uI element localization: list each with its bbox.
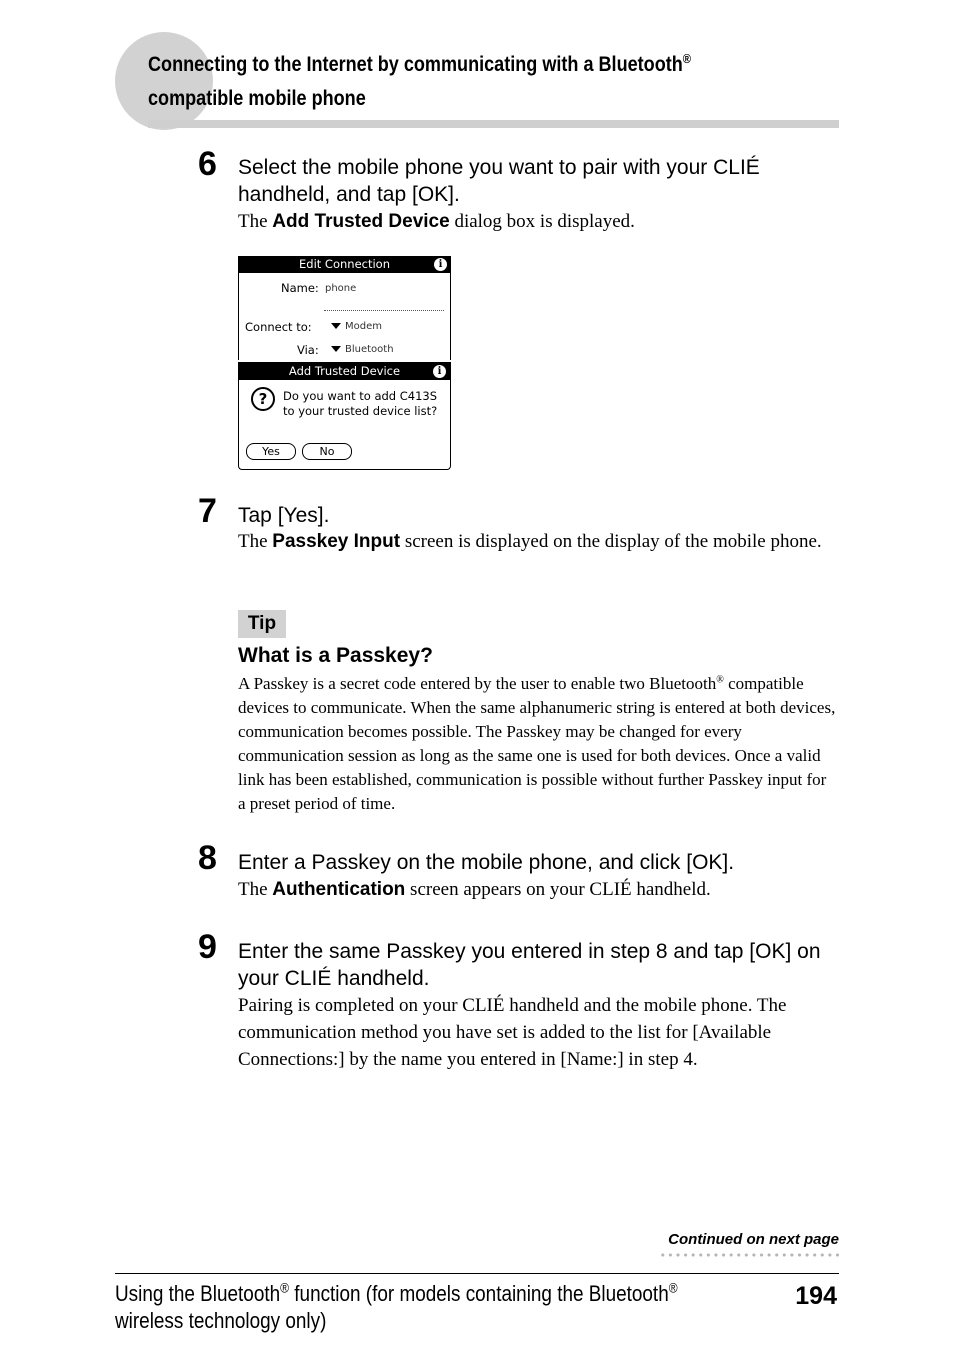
step-6-result [238,208,838,235]
add-trusted-device-title: Add Trusted Device [288,364,401,378]
step-7-instruction: Tap [Yes]. [238,504,330,527]
footer-section-title [115,1280,734,1334]
footer-text-part2: function (for models containing the Bluetooth [289,1281,669,1306]
yes-button[interactable]: Yes [246,443,296,460]
section-title-part2: compatible mobile phone [148,87,366,110]
step-8-instruction: Enter a Passkey on the mobile phone, and click [OK]. [238,851,735,874]
footer-rule [115,1273,839,1274]
dropdown-triangle-icon [331,346,341,352]
step-9-result: Pairing is completed on your CLIÉ handheld and the mobile phone. The communication method you have set is added to the list for [Available Connections:] by the name you entered in [Name:] in step 4. [238,995,787,1070]
continued-dotted-rule [659,1253,839,1257]
step-8-result-prefix: The [238,879,273,900]
tip-body [238,672,838,816]
step-7-result [238,528,838,556]
via-value: Bluetooth [345,344,394,355]
footer-text-part1: Using the Bluetooth [115,1281,281,1306]
step-7-number: 7 [198,492,217,530]
step-7-result-prefix: The [238,531,273,552]
add-trusted-device-titlebar [239,363,450,380]
section-title-part1: Connecting to the Internet by communicating with a Bluetooth [148,53,683,76]
edit-connection-form [238,273,451,360]
step-9-number: 9 [198,928,217,966]
continued-note: Continued on next page [668,1231,839,1248]
no-button[interactable]: No [302,443,352,460]
tip-body-part2: compatible devices to communicate. When the same alphanumeric string is entered at both devices, communication becomes possible. The Passkey may be changed for every communication session as long as the same one is used for both devices. Once a valid link has been established, communication is possible without further Passkey input for a preset period of time. [238,674,836,813]
step-8-number: 8 [198,839,217,877]
registered-mark: ® [682,51,692,66]
step-8-result-suffix: screen appears on your CLIÉ handheld. [405,879,711,900]
registered-mark: ® [668,1279,678,1296]
edit-connection-title: Edit Connection [299,257,390,271]
name-label: Name: [281,281,319,295]
header-rule [148,120,839,128]
registered-mark: ® [280,1279,290,1296]
connect-to-value: Modem [345,321,382,332]
step-6-result-suffix: dialog box is displayed. [449,211,635,232]
name-field[interactable]: phone [325,283,357,294]
step-8-result-bold: Authentication [272,879,406,900]
section-title [148,48,750,116]
step-7-result-bold: Passkey Input [272,531,401,552]
step-6-number: 6 [198,145,217,183]
step-7-result-suffix: screen is displayed on the display of the mobile phone. [400,531,822,552]
info-icon[interactable]: i [433,365,446,378]
step-8-result [238,876,838,903]
step-9-instruction: Enter the same Passkey you entered in step 8 and tap [OK] on your CLIÉ handheld. [238,940,821,990]
edit-connection-titlebar [238,256,451,273]
dropdown-triangle-icon [331,323,341,329]
connect-to-picker[interactable] [329,321,382,332]
via-label: Via: [297,343,319,357]
name-field-underline [324,310,444,311]
registered-mark: ® [716,674,724,686]
step-6-instruction: Select the mobile phone you want to pair with your CLIÉ handheld, and tap [OK]. [238,156,760,206]
question-icon: ? [251,387,275,411]
tip-heading: What is a Passkey? [238,644,433,667]
via-picker[interactable] [329,344,394,355]
clie-screenshot [238,256,451,470]
step-6-result-prefix: The [238,211,273,232]
page-number: 194 [795,1282,837,1310]
connect-to-label: Connect to: [245,320,312,334]
dialog-message: Do you want to add C413S to your trusted device list? [283,389,438,418]
add-trusted-device-dialog [238,362,451,470]
tip-badge: Tip [238,610,286,638]
footer-text-part3: wireless technology only) [115,1308,327,1333]
info-icon[interactable]: i [434,258,447,271]
step-6-result-bold: Add Trusted Device [272,211,450,232]
tip-body-part1: A Passkey is a secret code entered by the user to enable two Bluetooth [238,674,717,693]
